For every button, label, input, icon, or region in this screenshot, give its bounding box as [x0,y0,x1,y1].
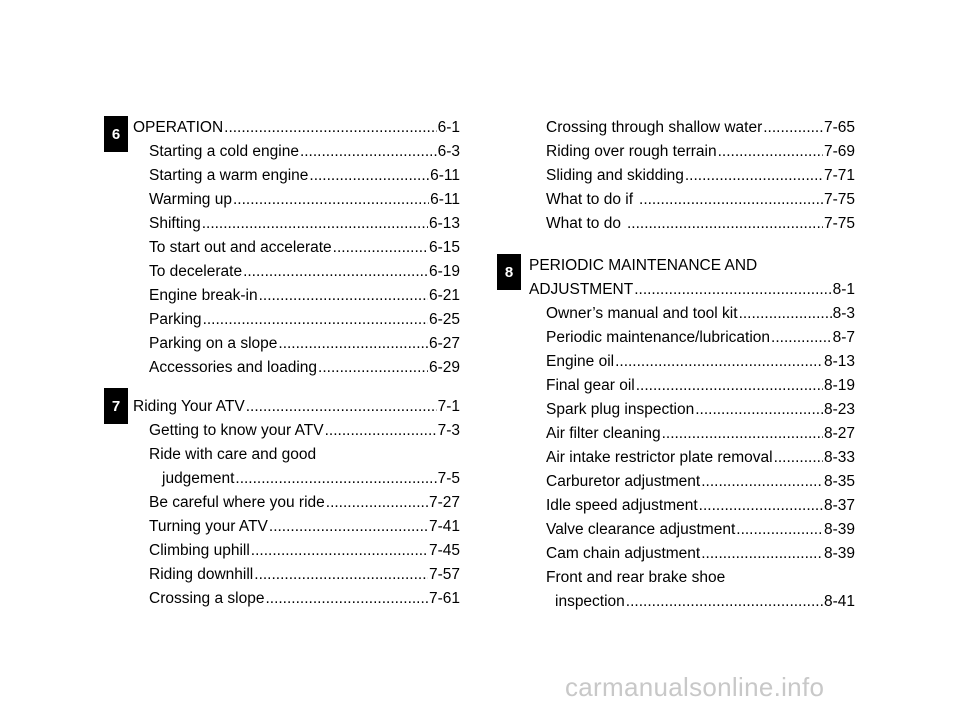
leader-dots [246,395,437,419]
toc-page: 7-57 [428,566,460,583]
toc-entry-parking-slope[interactable] [149,332,460,356]
toc-page: 7-75 [823,215,855,232]
toc-entry-rough-terrain[interactable] [546,140,855,164]
toc-entry-cam-chain[interactable] [546,542,855,566]
toc-entry-downhill[interactable] [149,563,460,587]
toc-page: 6-11 [430,167,460,184]
toc-entry-operation[interactable] [133,116,460,140]
toc-entry-carburetor[interactable] [546,470,855,494]
leader-dots [254,563,428,587]
toc-page: 7-69 [823,143,855,160]
toc-entry-care-judgement[interactable] [162,467,460,491]
leader-dots [269,515,428,539]
leader-dots [626,590,823,614]
toc-label: Periodic maintenance/lubrication [546,329,771,346]
toc-page: 8-7 [832,329,855,346]
leader-dots [636,374,823,398]
leader-dots [739,302,832,326]
leader-dots [639,188,823,212]
leader-dots [243,260,428,284]
toc-label: Shifting [149,215,201,232]
leader-dots [259,284,428,308]
toc-page: 7-3 [437,422,460,439]
toc-label: What to do [546,215,621,232]
toc-label: Air intake restrictor plate removal [546,449,773,466]
toc-label: Owner’s manual and tool kit [546,305,738,322]
leader-dots [309,164,429,188]
toc-label: Air filter cleaning [546,425,661,442]
toc-label: To start out and accelerate [149,239,332,256]
toc-page: 7-71 [823,167,855,184]
leader-dots [685,164,823,188]
toc-entry-spark-plug[interactable] [546,398,855,422]
toc-label: Sliding and skidding [546,167,684,184]
toc-label: Parking [149,311,202,328]
toc-label: Turning your ATV [149,518,268,535]
toc-page: 6-13 [428,215,460,232]
toc-entry-valve-clearance[interactable] [546,518,855,542]
toc-label: Starting a warm engine [149,167,309,184]
toc-label: Carburetor adjustment [546,473,701,490]
toc-page: 6-11 [430,191,460,208]
toc-page: 8-35 [823,473,855,490]
toc-entry-where-ride[interactable] [149,491,460,515]
toc-entry-care-line1: Ride with care and good [149,446,317,463]
toc-entry-brake-line1: Front and rear brake shoe [546,569,726,586]
toc-page: 8-39 [823,545,855,562]
toc-page: 6-15 [428,239,460,256]
toc-entry-shifting[interactable] [149,212,460,236]
toc-page: 8-23 [823,401,855,418]
leader-dots [634,278,831,302]
toc-label: Parking on a slope [149,335,278,352]
toc-page: 7-61 [428,590,460,607]
toc-label: What to do if [546,191,634,208]
leader-dots [615,350,823,374]
leader-dots [202,212,428,236]
leader-dots [278,332,428,356]
toc-entry-idle-speed[interactable] [546,494,855,518]
leader-dots [774,446,823,470]
toc-page: 6-27 [428,335,460,352]
toc-page: 8-1 [832,281,855,298]
toc-entry-parking[interactable] [149,308,460,332]
leader-dots [627,212,823,236]
leader-dots [333,236,428,260]
toc-label: Engine break-in [149,287,258,304]
leader-dots [235,467,436,491]
toc-page: 8-33 [823,449,855,466]
toc-label: To decelerate [149,263,243,280]
toc-entry-turning[interactable] [149,515,460,539]
section-tab-6: 6 [104,116,128,152]
section-tab-7: 7 [104,388,128,424]
leader-dots [224,116,436,140]
toc-page: 6-29 [428,359,460,376]
leader-dots [203,308,428,332]
toc-label: Getting to know your ATV [149,422,324,439]
leader-dots [265,587,428,611]
toc-entry-manual-tools[interactable] [546,302,855,326]
toc-entry-periodic-lube[interactable] [546,326,855,350]
toc-label: Crossing through shallow water [546,119,763,136]
toc-label: Spark plug inspection [546,401,695,418]
toc-page: 8-41 [823,593,855,610]
toc-label: Riding downhill [149,566,254,583]
leader-dots [701,470,823,494]
leader-dots [300,140,437,164]
toc-entry-pm-adjustment[interactable] [529,278,855,302]
toc-entry-air-intake[interactable] [546,446,855,470]
toc-entry-sliding[interactable] [546,164,855,188]
toc-page: 7-75 [823,191,855,208]
toc-entry-air-filter[interactable] [546,422,855,446]
toc-page: 8-3 [832,305,855,322]
leader-dots [251,539,428,563]
toc-page: 7-5 [437,470,460,487]
toc-page: 6-25 [428,311,460,328]
toc-label: Engine oil [546,353,615,370]
leader-dots [763,116,823,140]
toc-label: Climbing uphill [149,542,250,559]
toc-label: Warming up [149,191,232,208]
toc-entry-break-in[interactable] [149,284,460,308]
toc-page: 8-13 [823,353,855,370]
leader-dots [318,356,428,380]
toc-entry-accessories[interactable] [149,356,460,380]
section-tab-8: 8 [497,254,521,290]
toc-entry-final-gear-oil[interactable] [546,374,855,398]
toc-label: Idle speed adjustment [546,497,698,514]
toc-label: inspection [555,593,625,610]
toc-label: Crossing a slope [149,590,265,607]
toc-label: ADJUSTMENT [529,281,634,298]
toc-entry-start-accelerate[interactable] [149,236,460,260]
toc-page: 6-3 [437,143,460,160]
leader-dots [325,419,437,443]
toc-entry-crossing-slope[interactable] [149,587,460,611]
toc-page: 8-19 [823,377,855,394]
leader-dots [736,518,823,542]
toc-page: 7-65 [823,119,855,136]
toc-label: Riding Your ATV [133,398,245,415]
watermark-text: carmanualsonline.info [565,672,825,702]
toc-page: 7-27 [428,494,460,511]
toc-label: Be careful where you ride [149,494,325,511]
leader-dots [233,188,429,212]
toc-page: 6-1 [437,119,460,136]
leader-dots [326,491,428,515]
toc-entry-shallow-water[interactable] [546,116,855,140]
toc-page: 7-45 [428,542,460,559]
leader-dots [662,422,823,446]
toc-page: 6-21 [428,287,460,304]
leader-dots [701,542,823,566]
toc-entry-engine-oil[interactable] [546,350,855,374]
leader-dots [718,140,823,164]
toc-label: Valve clearance adjustment [546,521,736,538]
toc-label: Cam chain adjustment [546,545,701,562]
toc-page: 8-27 [823,425,855,442]
toc-entry-cold-start[interactable] [149,140,460,164]
toc-entry-brake-inspection[interactable] [555,590,855,614]
toc-entry-decelerate[interactable] [149,260,460,284]
toc-entry-what-do[interactable] [546,212,855,236]
toc-label: Accessories and loading [149,359,318,376]
toc-entry-warm-start[interactable] [149,164,460,188]
toc-entry-uphill[interactable] [149,539,460,563]
toc-entry-what-if[interactable] [546,188,855,212]
toc-label: OPERATION [133,119,224,136]
toc-label: Riding over rough terrain [546,143,717,160]
leader-dots [695,398,823,422]
toc-page: 7-41 [428,518,460,535]
toc-page: 7-1 [437,398,460,415]
toc-page: 6-19 [428,263,460,280]
toc-label: Final gear oil [546,377,635,394]
toc-label: Starting a cold engine [149,143,299,160]
toc-entry-riding[interactable] [133,395,460,419]
toc-page: 8-37 [823,497,855,514]
leader-dots [699,494,823,518]
toc-entry-pm-line1: PERIODIC MAINTENANCE AND [529,257,758,274]
toc-page: 8-39 [823,521,855,538]
toc-label: judgement [162,470,235,487]
toc-entry-warming-up[interactable] [149,188,460,212]
toc-entry-know-atv[interactable] [149,419,460,443]
leader-dots [771,326,832,350]
